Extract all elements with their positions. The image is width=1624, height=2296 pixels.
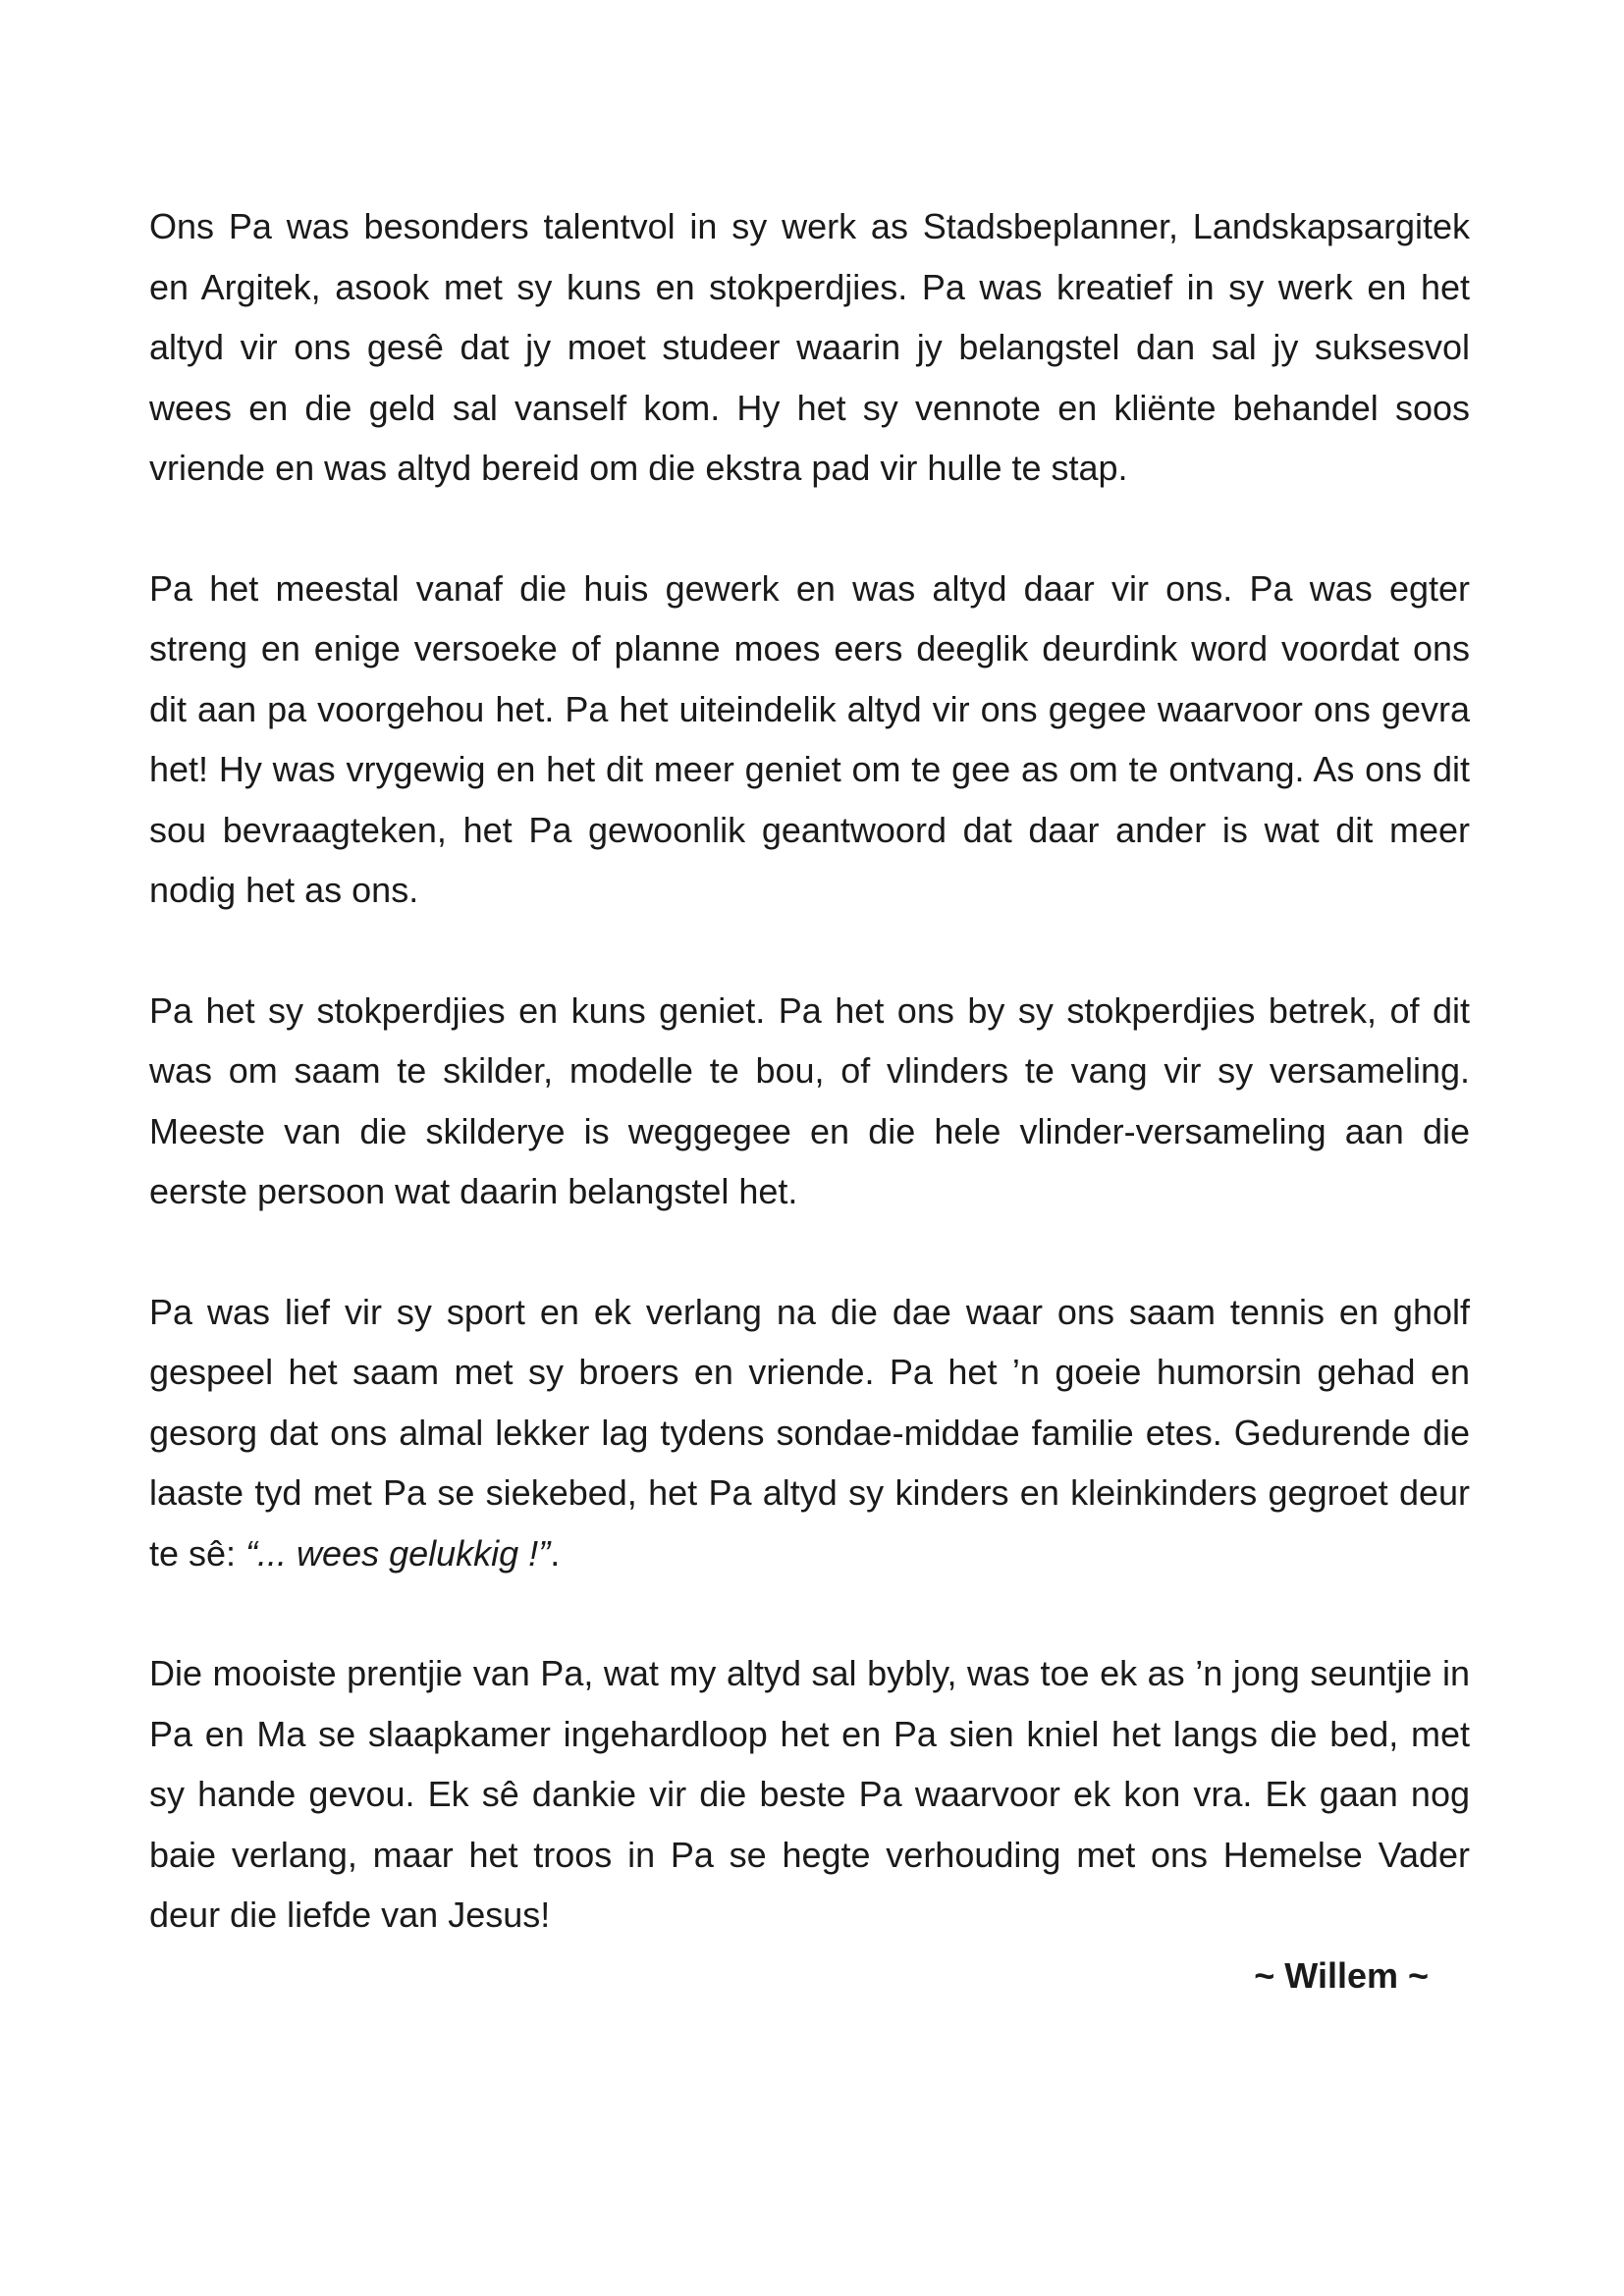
paragraph-sport-end: . [550, 1532, 561, 1574]
paragraph-home: Pa het meestal vanaf die huis gewerk en was altyd daar vir ons. Pa was egter streng en enige versoeke of planne moes eers deeglik deurdink word voordat ons dit aan pa voorgehou het. Pa het uiteindelik altyd vir ons gegee waarvoor ons gevra het! Hy was vrygewig en het dit meer geniet om te gee as om te ontvang. As ons dit sou bevraagteken, het Pa gewoonlik geantwoord dat daar ander is wat dit meer nodig het as ons. [149, 567, 1470, 910]
paragraph-sport [149, 1282, 1470, 1584]
paragraph-memory: Die mooiste prentjie van Pa, wat my altyd sal bybly, was toe ek as ’n jong seuntjie in Pa en Ma se slaapkamer ingehardloop het en Pa sien kniel het langs die bed, met sy hande gevou. Ek sê dankie vir die beste Pa waarvoor ek kon vra. Ek gaan nog baie verlang, maar het troos in Pa se hegte verhouding met ons Hemelse Vader deur die liefde van Jesus! [149, 1653, 1470, 1935]
signature: ~ Willem ~ [1254, 1954, 1429, 1996]
farewell-quote: “... wees gelukkig !” [245, 1532, 551, 1574]
document-body [149, 196, 1470, 2005]
paragraph-career: Ons Pa was besonders talentvol in sy werk as Stadsbeplanner, Landskapsargitek en Argitek, asook met sy kuns en stokperdjies. Pa was kreatief in sy werk en het altyd vir ons gesê dat jy moet studeer waarin jy belangstel dan sal jy suksesvol wees en die geld sal vanself kom. Hy het sy vennote en kliënte behandel soos vriende en was altyd bereid om die ekstra pad vir hulle te stap. [149, 206, 1470, 488]
paragraph-hobbies: Pa het sy stokperdjies en kuns geniet. Pa het ons by sy stokperdjies betrek, of dit was om saam te skilder, modelle te bou, of vlinders te vang vir sy versameling. Meeste van die skilderye is weggegee en die hele vlinder-versameling aan die eerste persoon wat daarin belangstel het. [149, 989, 1470, 1211]
paragraph-sport-text: Pa was lief vir sy sport en ek verlang na die dae waar ons saam tennis en gholf gespeel het saam met sy broers en vriende. Pa het ’n goeie humorsin gehad en gesorg dat ons almal lekker lag tydens sondae-middae familie etes. Gedurende die laaste tyd met Pa se siekebed, het Pa altyd sy kinders en kleinkinders gegroet deur te sê: [149, 1291, 1470, 1574]
